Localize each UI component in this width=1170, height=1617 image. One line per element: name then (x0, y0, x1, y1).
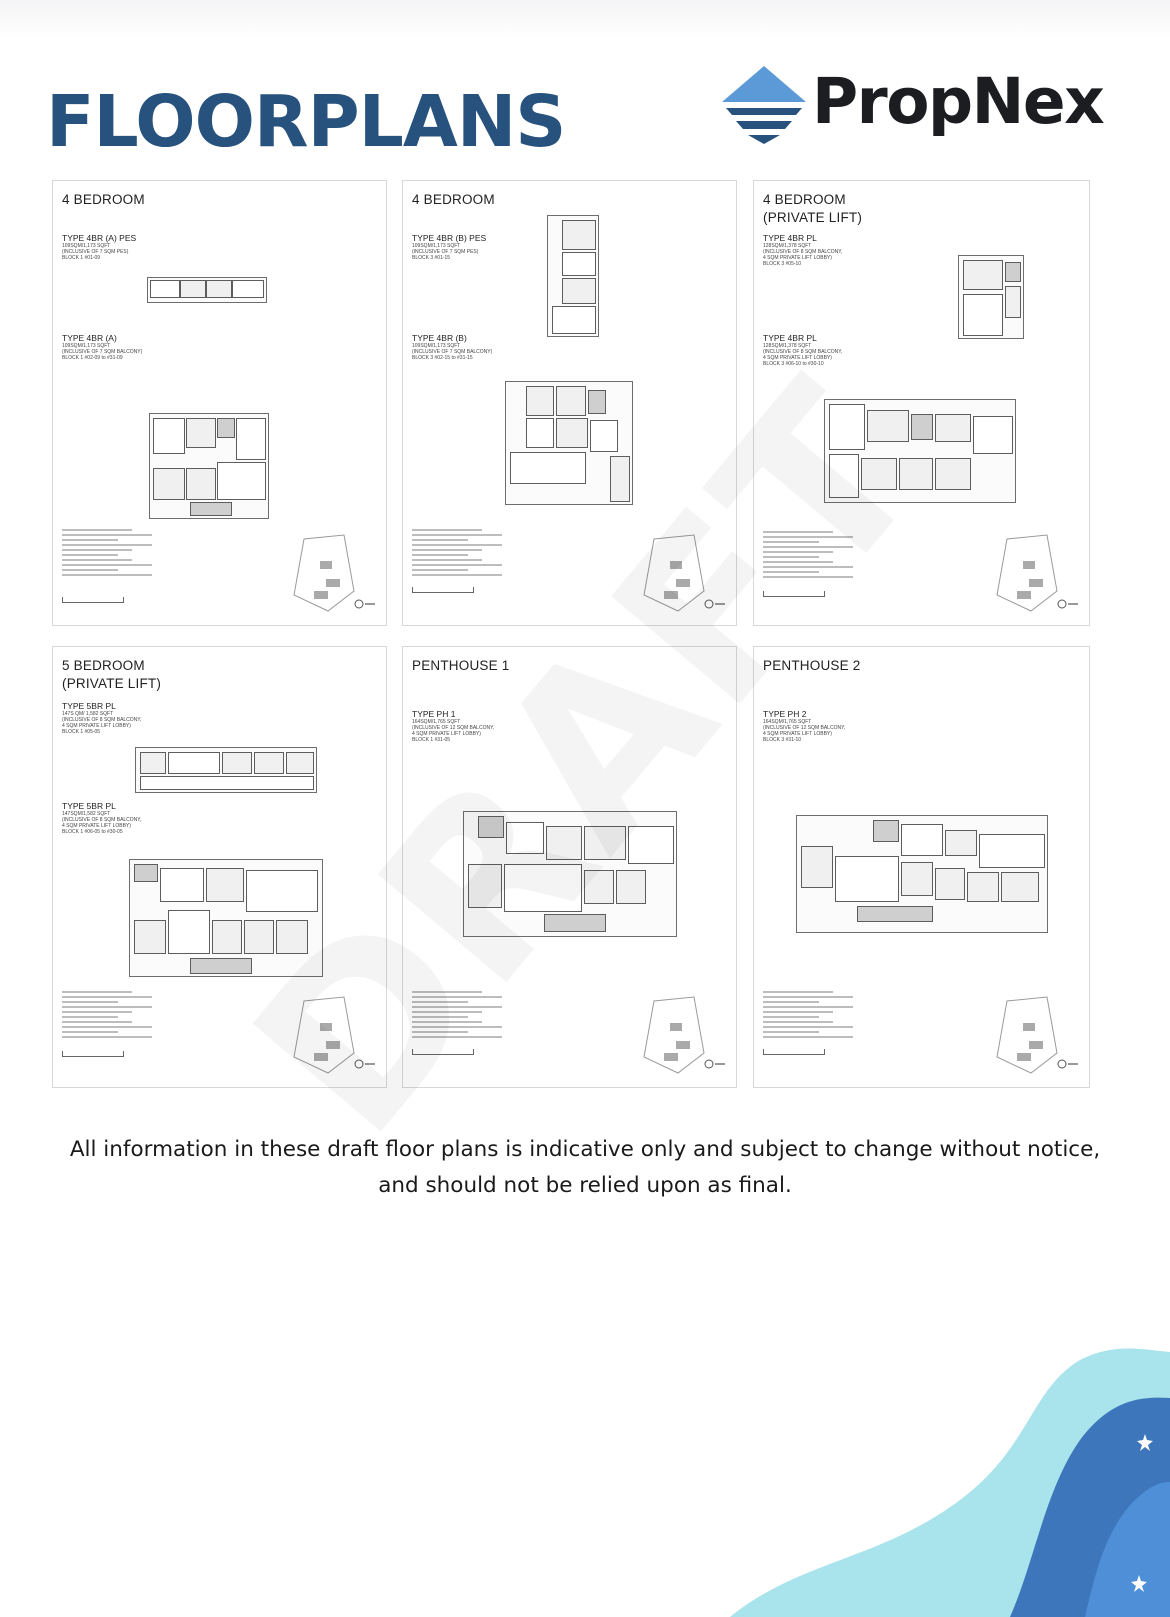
card-title: 4 BEDROOM (412, 192, 495, 207)
plan-type: TYPE 5BR PL (62, 801, 116, 811)
plan-type: TYPE 4BR PL (763, 233, 817, 243)
plan-details: 164SQM/1,765 SQFT (INCLUSIVE OF 12 SQM BALCONY, 4 SQM PRIVATE LIFT LOBBY) BLOCK 3 #31-10 (763, 719, 846, 744)
plan-type: TYPE PH 1 (412, 709, 456, 719)
card-title: 4 BEDROOM (PRIVATE LIFT) (763, 192, 863, 225)
plan-details: 109SQM/1,173 SQFT (INCLUSIVE OF 7 SQM PES) BLOCK 3 #01-15 (412, 243, 479, 262)
plan-type: TYPE 4BR (A) (62, 333, 117, 343)
plan-type: TYPE 4BR PL (763, 333, 817, 343)
plan-type: TYPE 4BR (B) PES (412, 233, 487, 243)
plan-type: TYPE 5BR PL (62, 701, 116, 711)
plan-details: 147SQM/1,582 SQFT (INCLUSIVE OF 8 SQM BALCONY, 4 SQM PRIVATE LIFT LOBBY) BLOCK 1 #06-05 to #30-05 (62, 811, 142, 836)
brand-name: PropNex (812, 65, 1104, 138)
plan-details: 109SQM/1,173 SQFT (INCLUSIVE OF 7 SQM PES) BLOCK 1 #01-09 (62, 243, 129, 262)
plan-details: 128SQM/1,378 SQFT (INCLUSIVE OF 8 SQM BALCONY, 4 SQM PRIVATE LIFT LOBBY) BLOCK 3 #05-10 (763, 243, 843, 268)
card-title: PENTHOUSE 1 (412, 658, 510, 673)
plan-details: 109SQM/1,173 SQFT (INCLUSIVE OF 7 SQM BALCONY) BLOCK 1 #02-09 to #31-09 (62, 343, 143, 362)
page-title: FLOORPLANS (46, 80, 566, 163)
card-title: PENTHOUSE 2 (763, 658, 861, 673)
disclaimer-text: All information in these draft floor plans is indicative only and subject to change without notice, and should not be relied upon as final. (69, 1137, 1101, 1198)
plan-type: TYPE PH 2 (763, 709, 807, 719)
card-title: 5 BEDROOM (PRIVATE LIFT) (62, 658, 162, 691)
plan-details: 164SQM/1,765 SQFT (INCLUSIVE OF 12 SQM BALCONY, 4 SQM PRIVATE LIFT LOBBY) BLOCK 1 #31-05 (412, 719, 495, 744)
plan-type: TYPE 4BR (A) PES (62, 233, 137, 243)
plan-type: TYPE 4BR (B) (412, 333, 467, 343)
card-title: 4 BEDROOM (62, 192, 145, 207)
plan-details: 147S QM/ 1,582 SQFT (INCLUSIVE OF 8 SQM BALCONY, 4 SQM PRIVATE LIFT LOBBY) BLOCK 1 #05-05 (62, 711, 142, 736)
plan-details: 128SQM/1,378 SQFT (INCLUSIVE OF 8 SQM BALCONY, 4 SQM PRIVATE LIFT LOBBY) BLOCK 3 #06-10 to #30-10 (763, 343, 843, 368)
plan-details: 109SQM/1,173 SQFT (INCLUSIVE OF 7 SQM BALCONY) BLOCK 3 #02-15 to #31-15 (412, 343, 493, 362)
